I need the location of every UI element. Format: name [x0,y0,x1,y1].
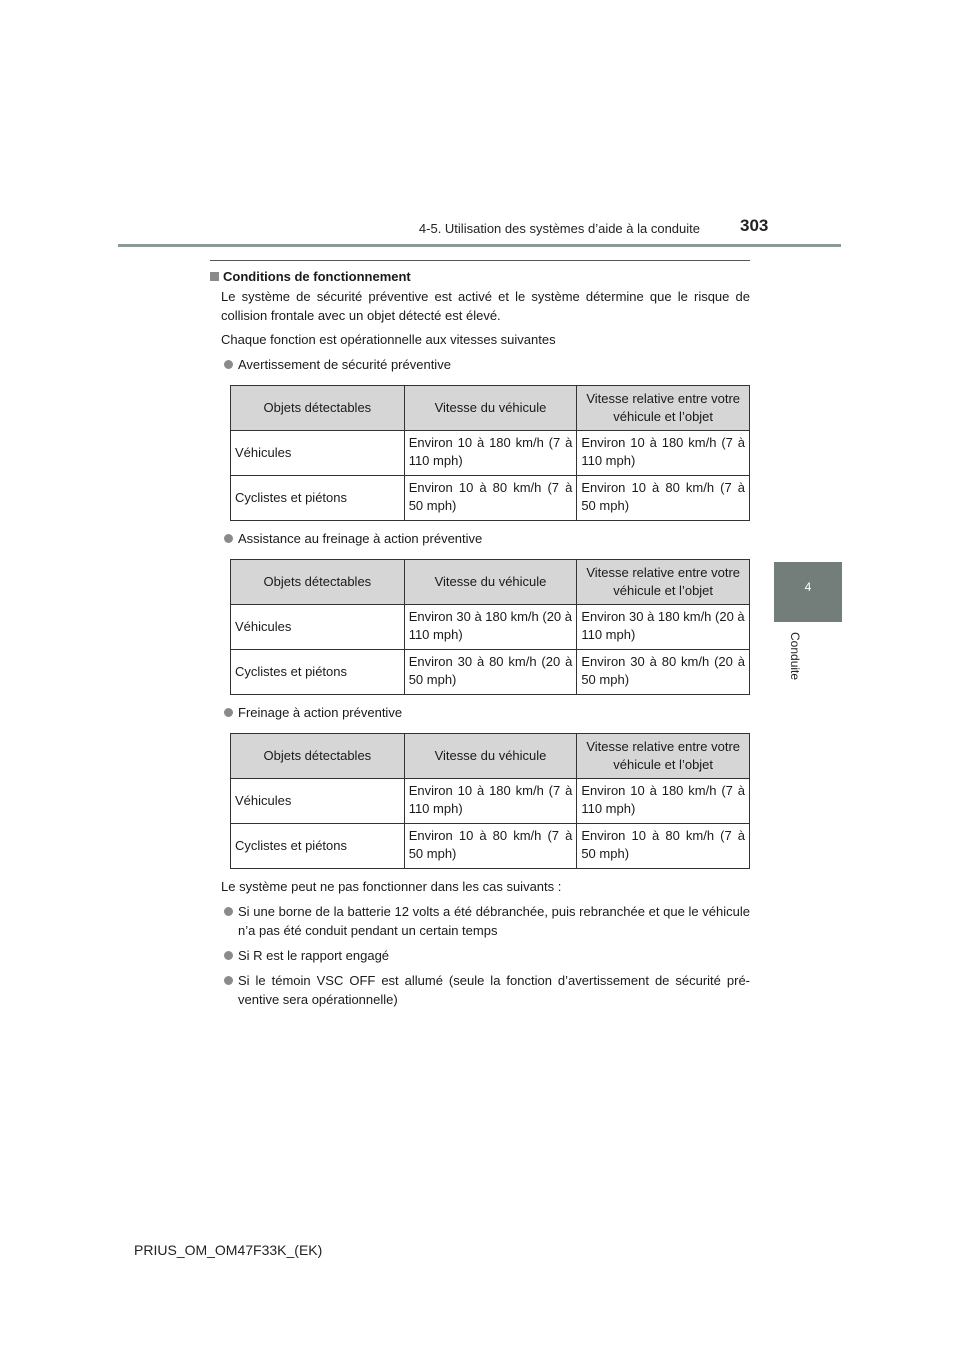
table-header-row [231,560,750,605]
table-cell: Cyclistes et piétons [231,650,405,695]
table-cell: Cyclistes et piétons [231,476,405,521]
table-row [231,650,750,695]
bullet-icon [224,976,233,985]
table-cell: Environ 10 à 80 km/h (7 à 50 mph) [404,824,577,869]
section-rule [210,260,750,261]
table-cell: Véhicules [231,431,405,476]
header-title: 4-5. Utilisation des systèmes d’aide à la conduite [418,221,700,236]
limitations-intro: Le système peut ne pas fonctionner dans les cas suivants : [221,879,562,894]
list-item: Si R est le rapport engagé [210,946,750,965]
table-cell: Cyclistes et piétons [231,824,405,869]
column-header: Vitesse du véhicule [404,560,577,605]
table-row [231,431,750,476]
table-caption: Freinage à action préventive [210,703,750,722]
list-item: Si le témoin VSC OFF est allumé (seule la fonction d’avertissement de sécurité pré-ventive sera opérationnelle) [210,971,750,1009]
speeds-intro: Chaque fonction est opérationnelle aux vitesses suivantes [221,332,556,347]
list-item: Si une borne de la batterie 12 volts a été débranchée, puis rebranchée et que le véhicule n’a pas été conduit pendant un certain temps [210,902,750,940]
speed-table [230,733,750,869]
table-cell: Environ 30 à 80 km/h (20 à 50 mph) [404,650,577,695]
table-cell: Environ 10 à 180 km/h (7 à 110 mph) [577,431,750,476]
table-cell: Environ 30 à 180 km/h (20 à 110 mph) [577,605,750,650]
column-header: Objets détectables [231,560,405,605]
table-cell: Environ 10 à 180 km/h (7 à 110 mph) [404,779,577,824]
table-caption: Assistance au freinage à action préventive [210,529,750,548]
table-header-row [231,386,750,431]
table-cell: Environ 10 à 180 km/h (7 à 110 mph) [404,431,577,476]
column-header: Vitesse du véhicule [404,734,577,779]
column-header: Objets détectables [231,386,405,431]
square-bullet-icon [210,272,219,281]
section-intro: Le système de sécurité préventive est activé et le système détermine que le risque de collision frontale avec un objet détecté est élevé. [221,289,750,323]
section-title: Conditions de fonctionnement [210,267,750,286]
table-header-row [231,734,750,779]
bullet-icon [224,534,233,543]
table-cell: Environ 10 à 80 km/h (7 à 50 mph) [577,476,750,521]
table-cell: Environ 10 à 180 km/h (7 à 110 mph) [577,779,750,824]
header-rule [118,244,841,247]
column-header: Vitesse relative entre votre véhicule et l’objet [577,386,750,431]
column-header: Vitesse relative entre votre véhicule et l’objet [577,734,750,779]
table-cell: Véhicules [231,605,405,650]
table-row [231,779,750,824]
table-row [231,824,750,869]
column-header: Vitesse relative entre votre véhicule et l’objet [577,560,750,605]
table-cell: Environ 10 à 80 km/h (7 à 50 mph) [577,824,750,869]
speed-table [230,559,750,695]
document-code: PRIUS_OM_OM47F33K_(EK) [134,1242,323,1258]
chapter-tab-number: 4 [804,580,812,594]
table-cell: Environ 30 à 80 km/h (20 à 50 mph) [577,650,750,695]
table-caption: Avertissement de sécurité préventive [210,355,750,374]
column-header: Vitesse du véhicule [404,386,577,431]
speed-table [230,385,750,521]
bullet-icon [224,951,233,960]
bullet-icon [224,360,233,369]
chapter-tab-label: Conduite [788,632,802,681]
chapter-tab[interactable] [774,562,842,622]
page-number: 303 [740,216,769,235]
bullet-icon [224,907,233,916]
table-row [231,476,750,521]
table-row [231,605,750,650]
column-header: Objets détectables [231,734,405,779]
table-cell: Véhicules [231,779,405,824]
table-cell: Environ 10 à 80 km/h (7 à 50 mph) [404,476,577,521]
page-content [210,267,750,1009]
table-cell: Environ 30 à 180 km/h (20 à 110 mph) [404,605,577,650]
bullet-icon [224,708,233,717]
